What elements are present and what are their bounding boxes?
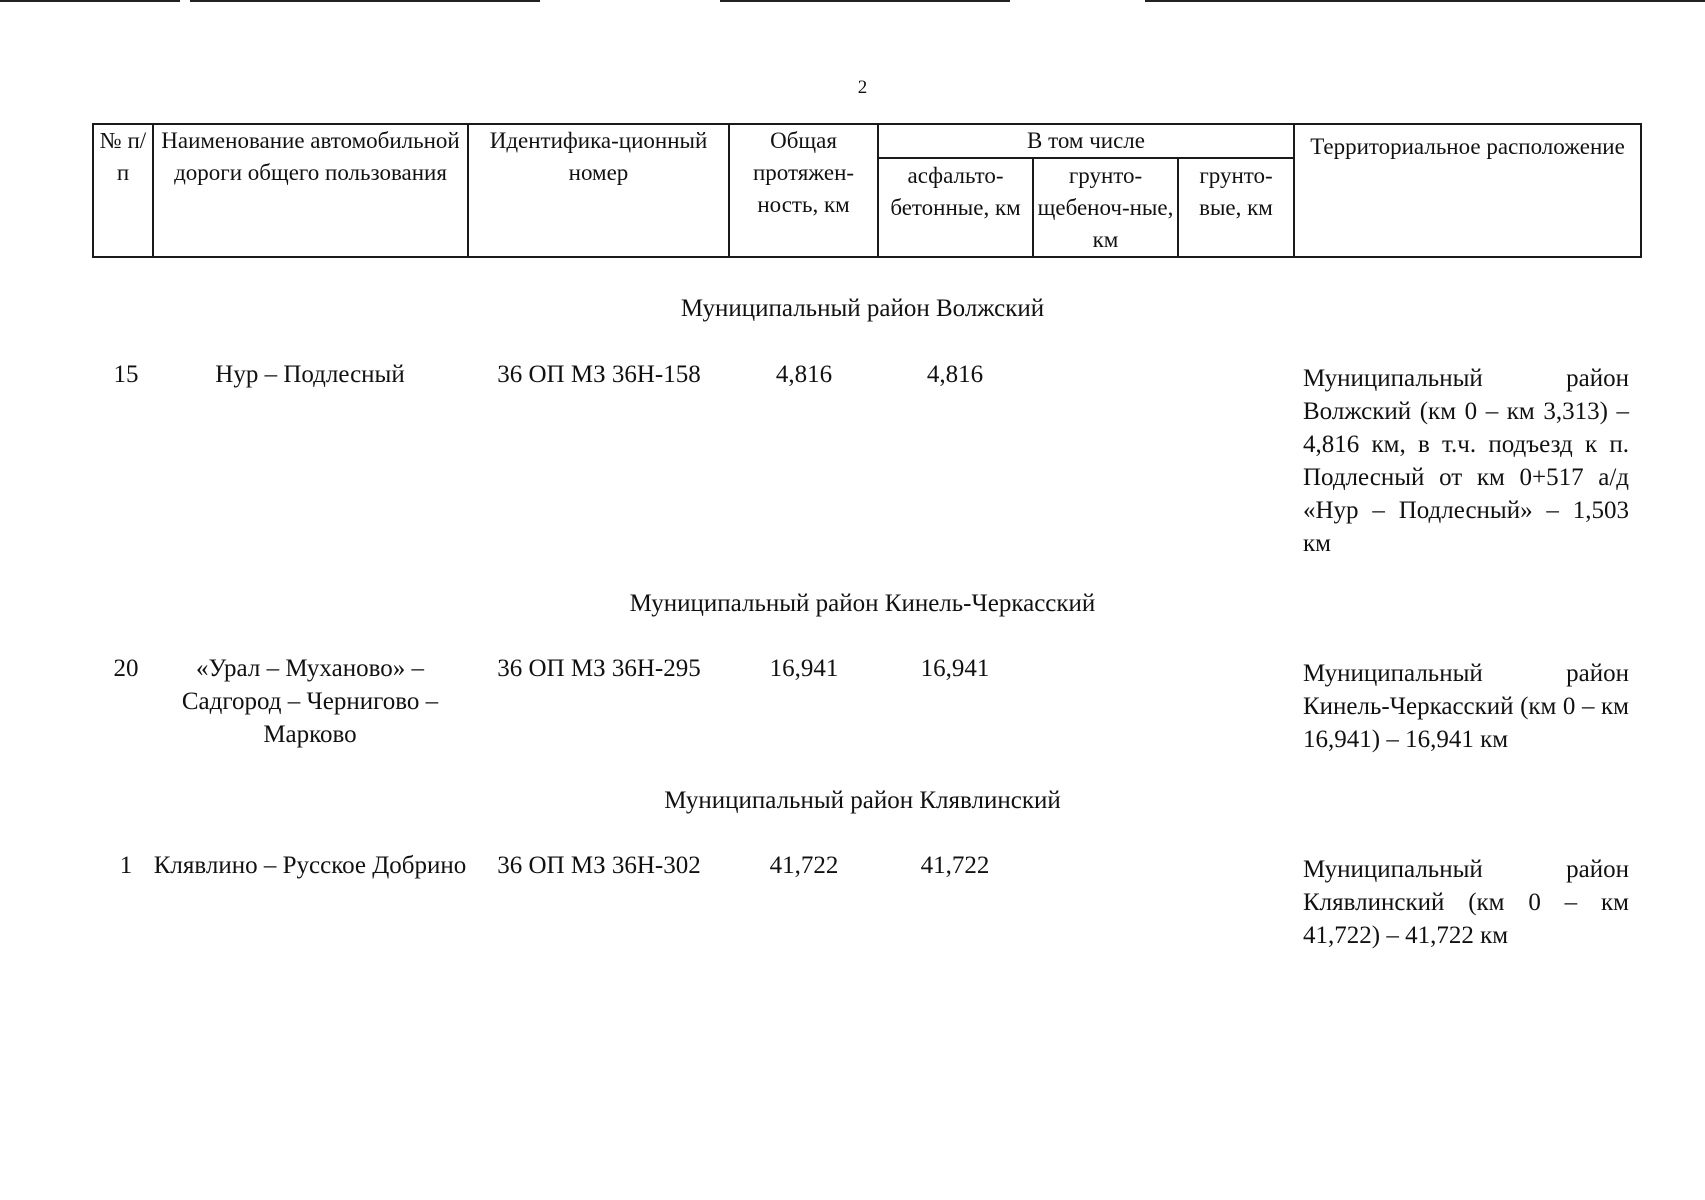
- road-name: «Урал – Муханово» – Садгород – Чернигово – Марково: [181, 655, 439, 748]
- road-asphalt-length: 4,816: [926, 361, 984, 388]
- header-col-asphalt: асфальто-бетонные, км: [878, 158, 1033, 257]
- section-title: Муниципальный район Волжский: [680, 295, 1045, 322]
- road-name: Нур – Подлесный: [215, 361, 405, 388]
- header-col-dirt: грунто-вые, км: [1178, 158, 1294, 257]
- scan-edge-line: [1145, 0, 1705, 2]
- road-name: Клявлино – Русское Добрино: [153, 852, 467, 879]
- header-col-gravel: грунто-щебеноч-ные, км: [1033, 158, 1178, 257]
- header-col-location: Территориальное расположение: [1294, 124, 1641, 257]
- road-location: Муниципальный район Волжский (км 0 – км 3,313) – 4,816 км, в т.ч. подъезд к п. Подлесный от км 0+517 а/д «Нур – Подлесный» – 1,503 км: [1303, 365, 1629, 557]
- road-id: 36 ОП МЗ 36Н-302: [497, 852, 701, 879]
- section-title: Муниципальный район Кинель-Черкасский: [629, 590, 1096, 617]
- road-number: 15: [113, 361, 139, 388]
- road-asphalt-length: 16,941: [920, 655, 990, 682]
- road-id: 36 ОП МЗ 36Н-295: [497, 655, 701, 682]
- road-location: Муниципальный район Клявлинский (км 0 – км 41,722) – 41,722 км: [1303, 856, 1629, 949]
- road-number: 1: [119, 852, 133, 879]
- road-length: 41,722: [769, 852, 839, 879]
- header-col-length: Общая протяжен-ность, км: [729, 124, 878, 257]
- scan-edge-line: [0, 0, 180, 2]
- road-id: 36 ОП МЗ 36Н-158: [497, 361, 701, 388]
- section-title: Муниципальный район Клявлинский: [664, 787, 1061, 814]
- road-location: Муниципальный район Кинель-Черкасский (км 0 – км 16,941) – 16,941 км: [1303, 660, 1629, 753]
- road-asphalt-length: 41,722: [920, 852, 990, 879]
- roads-table-header: [92, 123, 1642, 258]
- header-col-id: Идентифика-ционный номер: [468, 124, 729, 257]
- road-length: 16,941: [769, 655, 839, 682]
- scan-edge-line: [720, 0, 1010, 2]
- page-number: 2: [857, 77, 868, 98]
- header-col-number: № п/ п: [93, 124, 153, 257]
- road-number: 20: [113, 655, 139, 682]
- scan-edge-line: [190, 0, 540, 2]
- header-col-including: В том числе: [878, 124, 1294, 158]
- header-col-name: Наименование автомобильной дороги общего пользования: [153, 124, 468, 257]
- road-length: 4,816: [775, 361, 833, 388]
